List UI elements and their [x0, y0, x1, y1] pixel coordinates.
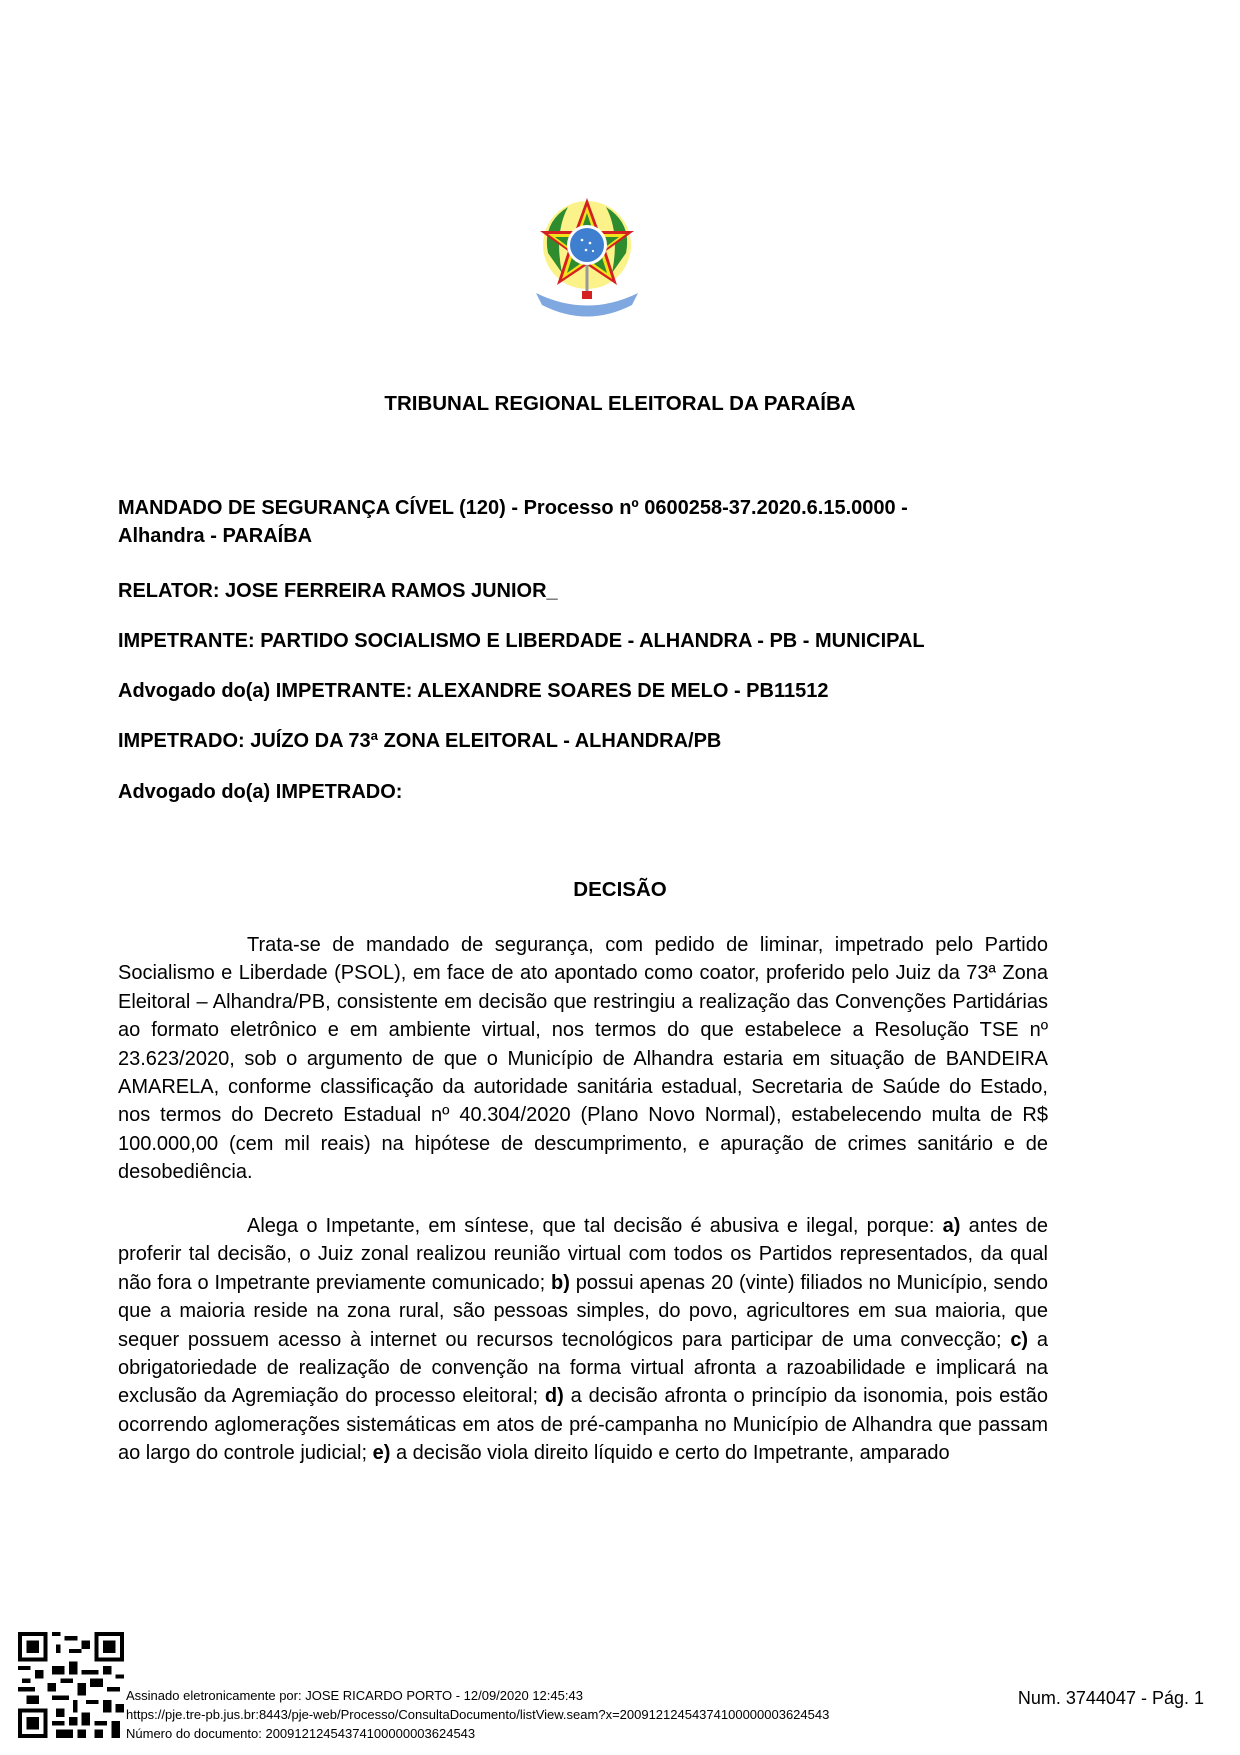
item-b-text: possui apenas 20 (vinte) filiados no Município, sendo que a maioria reside na zona rural, são pessoas simples, do povo, agricultores em sua maioria, que sequer possuem acesso à internet ou recursos tecnológicos para participar de uma convecção; [118, 1271, 1049, 1351]
case-type-line: MANDADO DE SEGURANÇA CÍVEL (120) - Processo nº 0600258-37.2020.6.15.0000 - [118, 497, 908, 519]
item-e-text: a decisão viola direito líquido e certo do Impetrante, amparado [390, 1442, 950, 1465]
item-c-text: a obrigatoriedade de realização de convenção na forma virtual afronta a razoabilidade e implicará na exclusão da Agremiação do processo eleitoral; [118, 1328, 1049, 1408]
document-number: Número do documento: 20091212454374100000003624543 [126, 1726, 476, 1741]
advogado-impetrante: Advogado do(a) IMPETRANTE: ALEXANDRE SOARES DE MELO - PB11512 [118, 680, 829, 702]
relator: RELATOR: JOSE FERREIRA RAMOS JUNIOR_ [118, 580, 558, 602]
item-b-label: b) [551, 1271, 570, 1294]
item-c-label: c) [1010, 1328, 1029, 1351]
page-number: Num. 3744047 - Pág. 1 [1017, 1688, 1204, 1708]
impetrante: IMPETRANTE: PARTIDO SOCIALISMO E LIBERDADE - ALHANDRA - PB - MUNICIPAL [118, 630, 925, 652]
verification-url[interactable]: https://pje.tre-pb.jus.br:8443/pje-web/Processo/ConsultaDocumento/listView.seam?x=20091212454374100000003624543 [126, 1707, 830, 1722]
impetrado: IMPETRADO: JUÍZO DA 73ª ZONA ELEITORAL - ALHANDRA/PB [118, 730, 722, 752]
paragraph-1: Trata-se de mandado de segurança, com pedido de liminar, impetrado pelo Partido Socialismo e Liberdade (PSOL), em face de ato apontado como coator, proferido pelo Juiz da 73ª Zona Eleitoral – Alhandra/PB, consistente em decisão que restringiu a realização das Convenções Partidárias ao formato eletrônico e em ambiente virtual, nos termos do que estabelece a Resolução TSE nº 23.623/2020, sob o argumento de que o Município de Alhandra estaria em situação de BANDEIRA AMARELA, conforme classificação da autoridade sanitária estadual, Secretaria de Saúde do Estado, nos termos do Decreto Estadual nº 40.304/2020 (Plano Novo Normal), estabelecendo multa de R$ 100.000,00 (cem mil reais) na hipótese de descumprimento, e apuração de crimes sanitário e de desobediência. [118, 934, 1048, 1184]
advogado-impetrado: Advogado do(a) IMPETRADO: [118, 781, 403, 803]
qr-code-icon[interactable] [18, 1632, 124, 1738]
court-name: TRIBUNAL REGIONAL ELEITORAL DA PARAÍBA [384, 392, 856, 415]
decision-title: DECISÃO [573, 878, 667, 901]
brazil-coat-of-arms-icon [528, 193, 646, 323]
signature-info: Assinado eletronicamente por: JOSE RICARDO PORTO - 12/09/2020 12:45:43 [126, 1688, 583, 1703]
item-d-text: a decisão afronta o princípio da isonomia, pois estão ocorrendo aglomerações sistemáticas em atos de pré-campanha no Município de Alhandra que passam ao largo do controle judicial; [118, 1385, 1048, 1465]
paragraph-2 [118, 1212, 1048, 1468]
item-a-label: a) [942, 1215, 961, 1237]
item-a-text: antes de proferir tal decisão, o Juiz zonal realizou reunião virtual com todos os Partidos representados, da qual não fora o Impetrante previamente comunicado; [118, 1215, 1048, 1294]
para2-intro: Alega o Impetante, em síntese, que tal decisão é abusiva e ilegal, porque: [247, 1215, 943, 1237]
item-d-label: d) [544, 1385, 564, 1408]
item-e-label: e) [372, 1442, 391, 1465]
case-location: Alhandra - PARAÍBA [118, 525, 313, 547]
